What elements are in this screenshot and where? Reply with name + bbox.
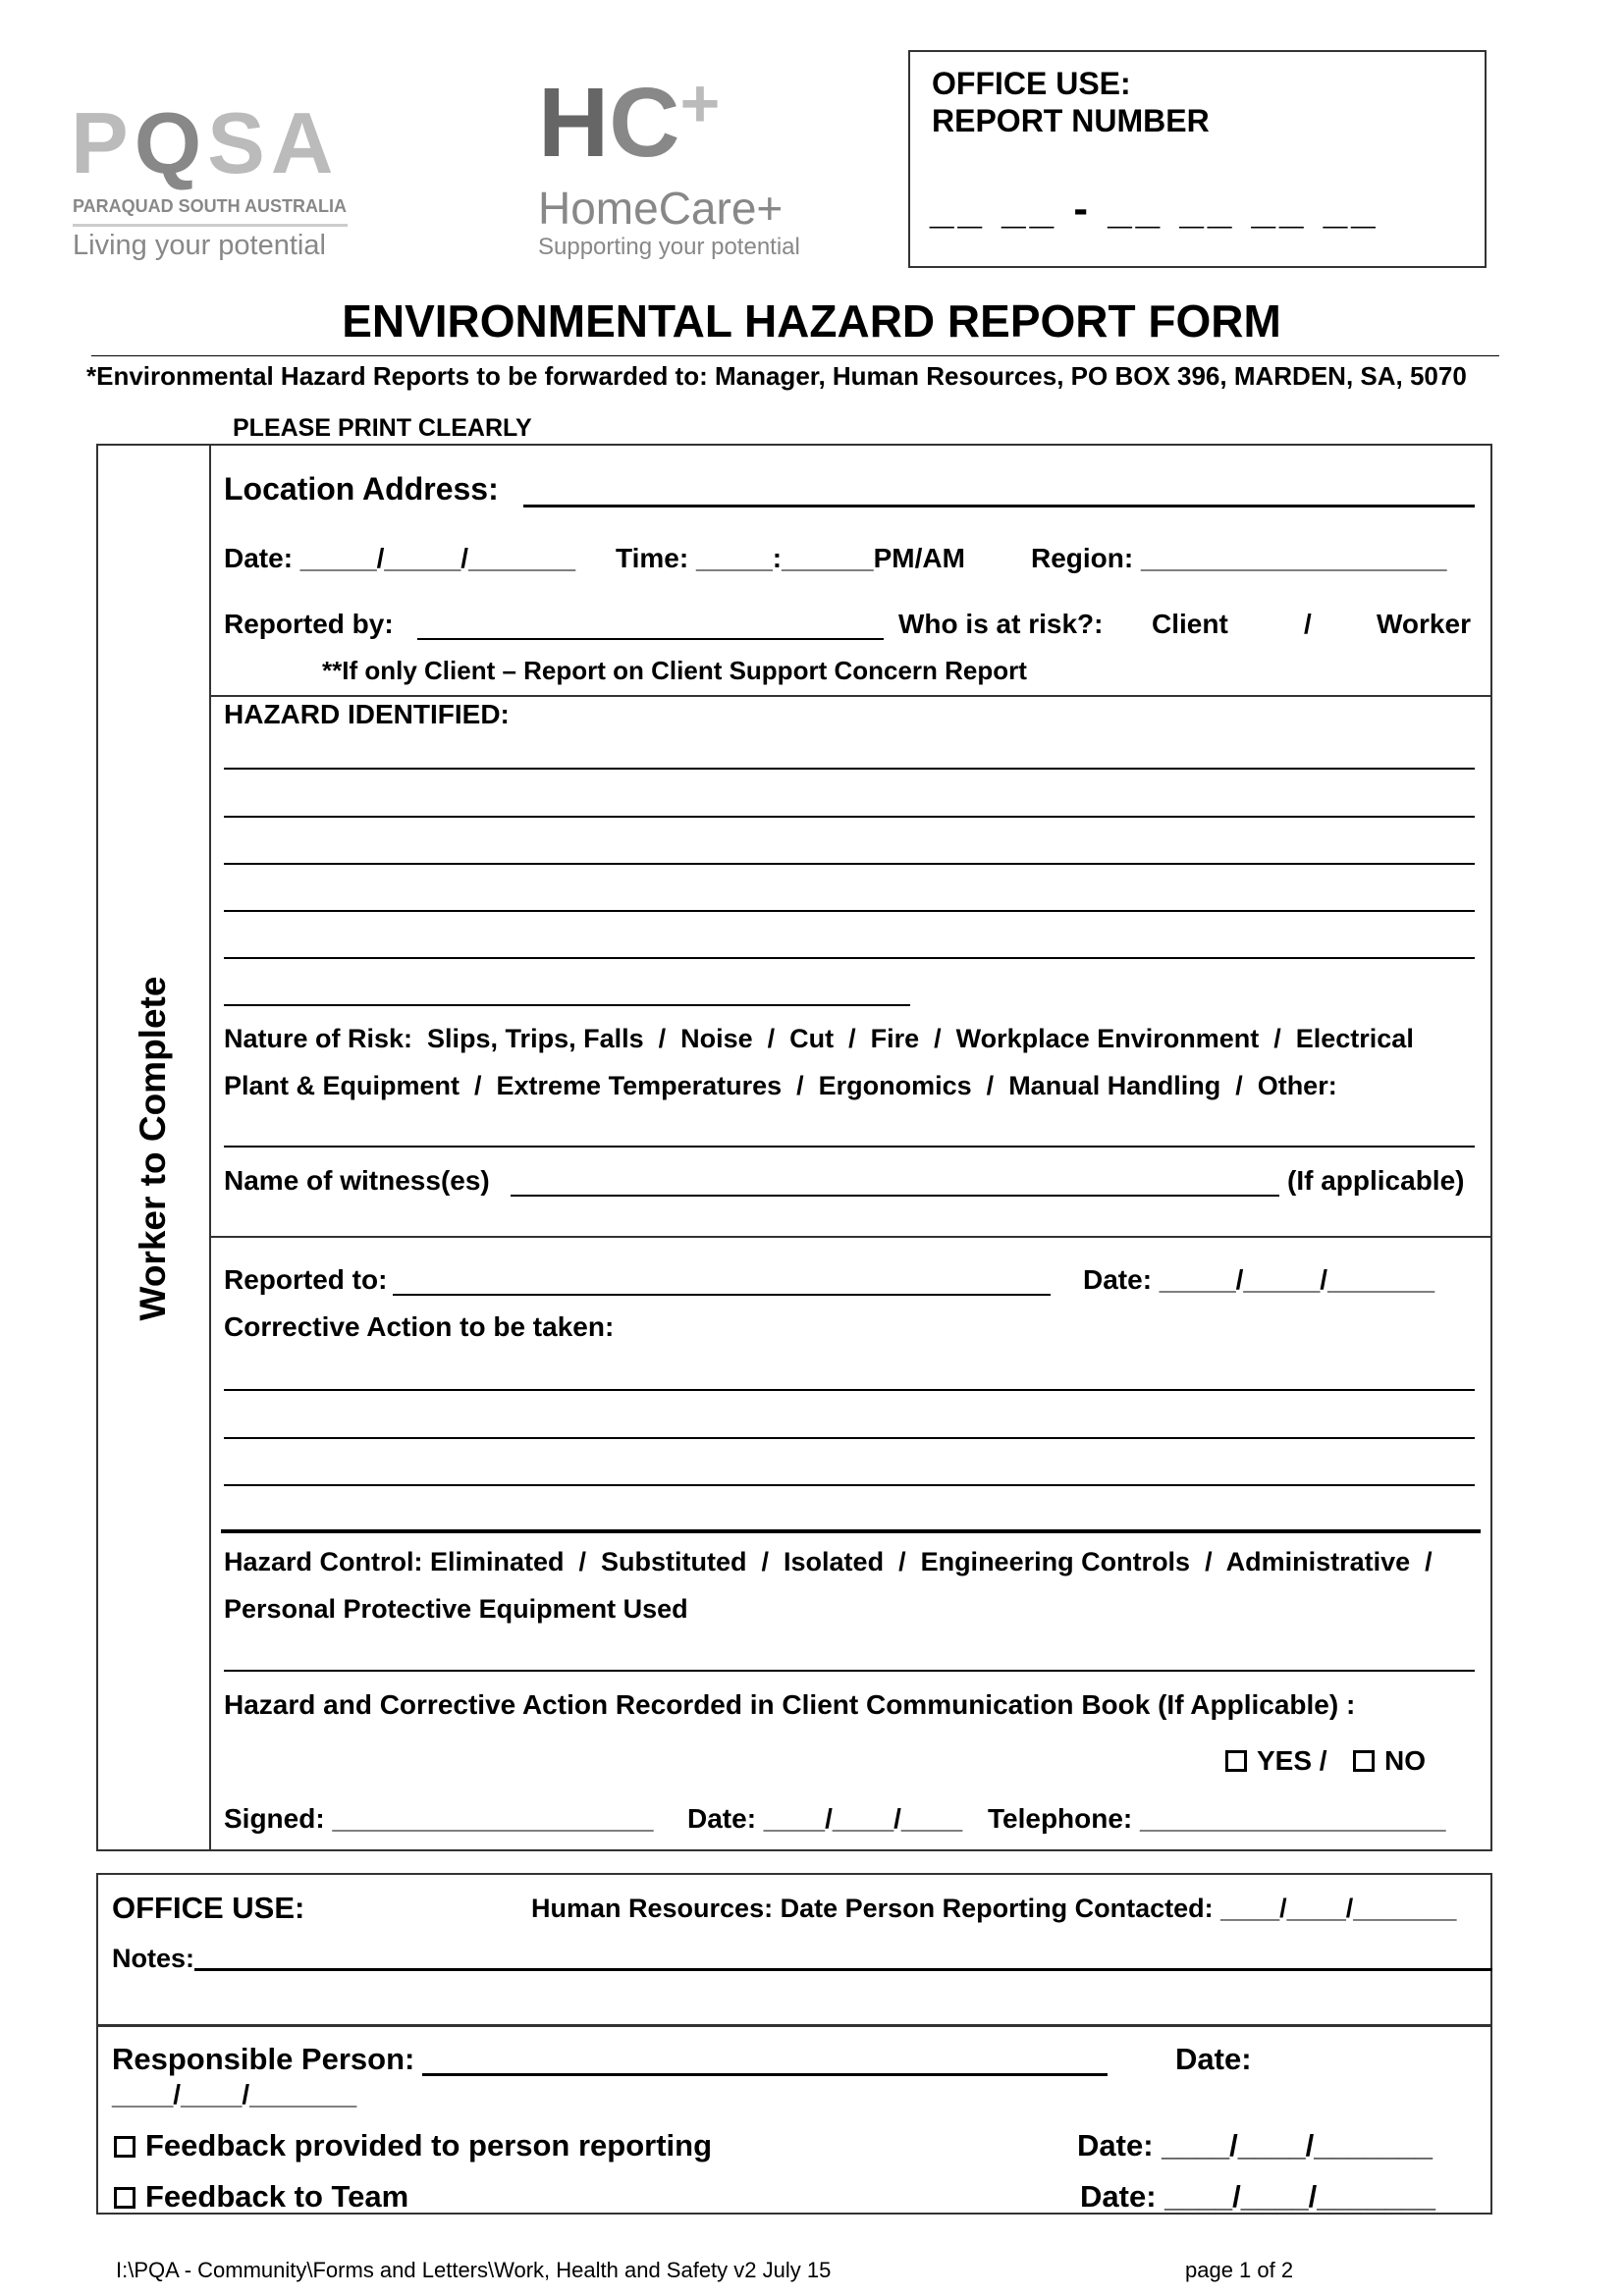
risk-separator: / [1304, 609, 1312, 639]
pqsa-logo-mark: PQSA [71, 94, 340, 191]
page-title: ENVIRONMENTAL HAZARD REPORT FORM [342, 295, 1281, 347]
communication-book-label: Hazard and Corrective Action Recorded in Client Communication Book (If Applicable) : [224, 1689, 1356, 1720]
risk-option-client[interactable]: Client [1152, 609, 1228, 639]
witness-label: Name of witness(es) [224, 1165, 490, 1196]
hazard-control-options-2[interactable]: Personal Protective Equipment Used [224, 1594, 688, 1624]
footer-page-number: page 1 of 2 [1185, 2258, 1294, 2282]
side-column-divider [209, 444, 211, 1851]
hazard-identified-label: HAZARD IDENTIFIED: [224, 699, 510, 729]
responsible-person-label: Responsible Person: [112, 2042, 415, 2076]
corrective-line[interactable] [224, 1437, 1475, 1439]
feedback-person-label: Feedback provided to person reporting [145, 2128, 713, 2163]
title-rule [91, 355, 1499, 356]
print-clearly-note: PLEASE PRINT CLEARLY [233, 414, 532, 442]
office-divider [96, 2024, 1492, 2027]
responsible-date-label: Date: [1175, 2042, 1252, 2076]
notes-label: Notes: [112, 1944, 195, 1973]
pqsa-logo [71, 49, 355, 270]
footer-file-path: I:\PQA - Community\Forms and Letters\Work, Health and Safety v2 July 15 [116, 2258, 832, 2282]
responsible-person-input[interactable] [422, 2073, 1108, 2076]
who-at-risk-label: Who is at risk?: [898, 609, 1104, 639]
nature-of-risk-options-2[interactable]: Plant & Equipment / Extreme Temperatures / Ergonomics / Manual Handling / Other: [224, 1071, 1337, 1100]
checkbox-icon [114, 2136, 135, 2158]
reported-to-input[interactable] [393, 1294, 1051, 1296]
if-applicable-note: (If applicable) [1287, 1165, 1465, 1196]
section-divider [209, 1236, 1492, 1238]
homecare-name: HomeCare+ [538, 183, 784, 234]
forward-instructions: *Environmental Hazard Reports to be forwarded to: Manager, Human Resources, PO BOX 396, MARDEN, SA, 5070 [86, 361, 1467, 391]
no-label: NO [1384, 1745, 1426, 1776]
hazard-line[interactable] [224, 910, 1475, 912]
no-checkbox[interactable] [1353, 1745, 1426, 1777]
hr-contacted-field[interactable]: Human Resources: Date Person Reporting Contacted: ____/____/_______ [531, 1894, 1457, 1923]
signed-field[interactable]: Signed: _____________________ [224, 1803, 654, 1834]
witness-input[interactable] [511, 1195, 1279, 1197]
hazard-line[interactable] [224, 768, 1475, 770]
feedback-team-date[interactable]: Date: ____/____/_______ [1080, 2179, 1435, 2214]
corrective-line[interactable] [224, 1484, 1475, 1486]
homecare-logo-mark: HC+ [538, 65, 721, 178]
report-number-field[interactable]: __ __ - __ __ __ __ [930, 185, 1380, 233]
reported-by-label: Reported by: [224, 609, 394, 639]
corrective-line[interactable] [221, 1529, 1481, 1533]
hazard-line[interactable] [224, 816, 1475, 818]
pqsa-name: PARAQUAD SOUTH AUSTRALIA [73, 196, 347, 216]
responsible-date-field[interactable]: ____/____/_______ [112, 2079, 357, 2109]
homecare-tagline: Supporting your potential [538, 234, 800, 260]
date-field[interactable]: Date: _____/_____/_______ [224, 543, 576, 573]
checkbox-icon [114, 2187, 135, 2209]
feedback-team-checkbox[interactable] [114, 2179, 408, 2215]
location-label: Location Address: [224, 471, 499, 507]
time-field[interactable]: Time: _____:______PM/AM [616, 543, 965, 573]
hazard-line[interactable] [224, 957, 1475, 959]
hazard-control-options[interactable]: Hazard Control: Eliminated / Substituted / Isolated / Engineering Controls / Administrative / [224, 1547, 1433, 1576]
region-field[interactable]: Region: ____________________ [1031, 543, 1447, 573]
feedback-team-label: Feedback to Team [145, 2179, 409, 2214]
notes-input[interactable] [194, 1968, 1492, 1971]
telephone-field[interactable]: Telephone: ____________________ [988, 1803, 1446, 1834]
feedback-person-checkbox[interactable] [114, 2128, 712, 2163]
reported-to-date[interactable]: Date: _____/_____/_______ [1083, 1264, 1435, 1295]
report-number-box [908, 50, 1487, 268]
nature-of-risk-options[interactable]: Nature of Risk: Slips, Trips, Falls / Noise / Cut / Fire / Workplace Environment / Electrical [224, 1024, 1414, 1053]
reported-to-label: Reported to: [224, 1264, 388, 1295]
section-divider [209, 695, 1492, 697]
client-only-note: **If only Client – Report on Client Support Concern Report [322, 656, 1027, 685]
yes-checkbox[interactable] [1225, 1745, 1327, 1777]
checkbox-icon [1225, 1750, 1247, 1772]
pqsa-tagline: Living your potential [73, 230, 326, 261]
pqsa-divider [73, 224, 348, 227]
office-use-title: OFFICE USE: [112, 1891, 305, 1925]
risk-option-worker[interactable]: Worker [1377, 609, 1471, 639]
office-use-label: OFFICE USE: [932, 66, 1131, 101]
corrective-action-label: Corrective Action to be taken: [224, 1311, 615, 1342]
homecare-logo [538, 64, 823, 270]
yes-label: YES / [1257, 1745, 1327, 1776]
reported-by-input[interactable] [417, 638, 884, 640]
checkbox-icon [1353, 1750, 1375, 1772]
hazard-line[interactable] [224, 1004, 910, 1006]
signed-date-field[interactable]: Date: ____/____/____ [687, 1803, 963, 1834]
hazard-control-input[interactable] [224, 1670, 1475, 1672]
hazard-line[interactable] [224, 863, 1475, 865]
worker-to-complete-label: Worker to Complete [133, 976, 173, 1321]
report-number-label: REPORT NUMBER [932, 103, 1210, 138]
location-input[interactable] [523, 505, 1475, 507]
corrective-line[interactable] [224, 1389, 1475, 1391]
feedback-person-date[interactable]: Date: ____/____/_______ [1077, 2128, 1433, 2163]
other-risk-input[interactable] [224, 1146, 1475, 1148]
